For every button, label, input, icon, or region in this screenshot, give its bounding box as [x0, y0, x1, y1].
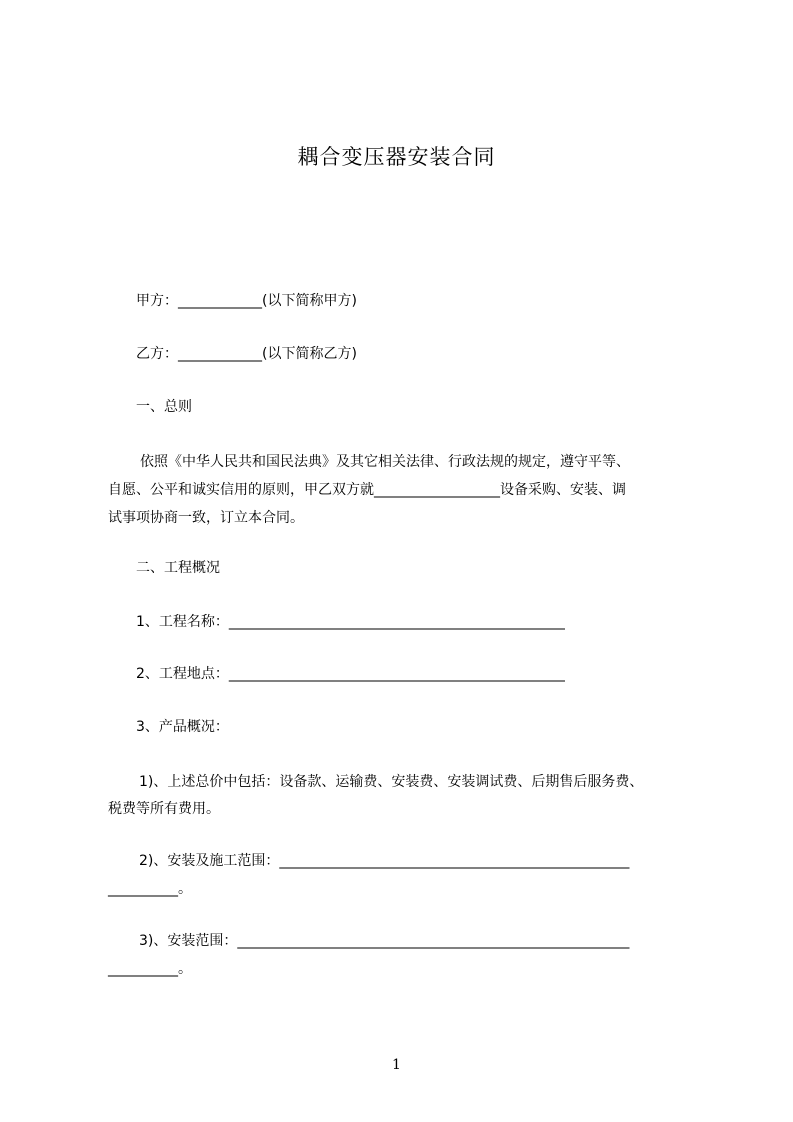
project-location-line: 2、工程地点：________________________________________________	[136, 666, 565, 682]
section-1-heading: 一、总则	[136, 399, 192, 415]
party-b-line: 乙方：____________(以下简称乙方)	[136, 346, 357, 362]
product-overview-heading: 3、产品概况：	[136, 719, 229, 735]
section-2-heading: 二、工程概况	[136, 560, 220, 576]
project-name-line: 1、工程名称：________________________________________________	[136, 614, 565, 630]
section-1-paragraph-line-2: 自愿、公平和诚实信用的原则，甲乙双方就__________________设备采购、安装、调	[108, 482, 626, 498]
price-inclusion-line-2: 税费等所有费用。	[108, 801, 220, 817]
installation-scope-line-2: __________。	[108, 881, 192, 897]
party-a-line: 甲方：____________(以下简称甲方)	[136, 293, 357, 309]
section-1-paragraph-line-3: 试事项协商一致，订立本合同。	[108, 510, 304, 526]
installation-range-line-1: 3)、安装范围：________________________________________________________	[139, 933, 630, 949]
document-title: 耦合变压器安装合同	[297, 145, 496, 169]
installation-range-line-2: __________。	[108, 961, 192, 977]
section-1-paragraph-line-1: 依照《中华人民共和国民法典》及其它相关法律、行政法规的规定，遵守平等、	[140, 454, 630, 470]
price-inclusion-line-1: 1)、上述总价中包括：设备款、运输费、安装费、安装调试费、后期售后服务费、	[139, 774, 644, 790]
installation-scope-line-1: 2)、安装及施工范围：__________________________________________________	[139, 853, 630, 869]
page-number: 1	[392, 1057, 401, 1073]
